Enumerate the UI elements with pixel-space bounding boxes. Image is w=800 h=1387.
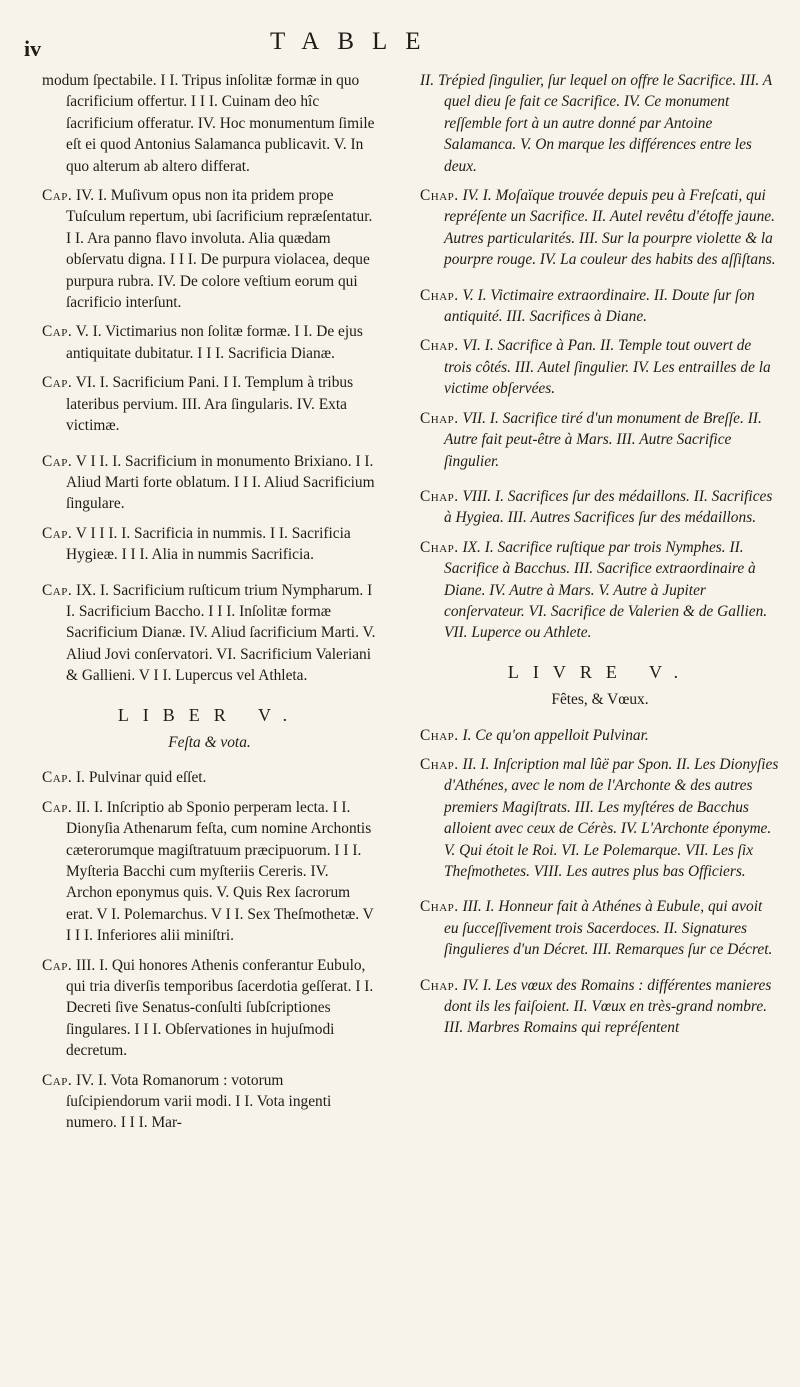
- chapter-label: Chap.: [420, 976, 459, 994]
- toc-entry: [420, 537, 780, 644]
- chapter-label: Cap.: [42, 374, 73, 392]
- entry-text: II. I. Inſcription mal lûë par Spon. II. Les Dionyſies d'Athénes, avec le nom de l'Archonte & des autres premiers Magiſtrats. III. Les myſtéres de Bacchus alloient avec ceux de Cérès. IV. L'Archonte éponyme. V. Qui étoit le Roi. VI. Le Polemarque. VII. Les ſix Theſmothetes. VIII. Les autres plus bas Officiers.: [444, 755, 779, 880]
- chapter-label: Cap.: [42, 1071, 73, 1089]
- toc-entry: [42, 580, 377, 687]
- french-book-subtitle: Fêtes, & Vœux.: [551, 691, 649, 709]
- toc-entry: [420, 754, 780, 882]
- chapter-label: Chap.: [420, 487, 459, 505]
- latin-column: [42, 70, 377, 1367]
- latin-entries-book-iv: [42, 70, 377, 687]
- entry-text: IV. I. Moſaïque trouvée depuis peu à Freſcati, qui repréſente un Sacrifice. II. Autel revêtu d'étoffe jaune. Autres particularités. III. Sur la pourpre violette & la pourpre rouge. IV. La couleur des habits des aſſiſtans.: [444, 187, 776, 269]
- latin-entries-book-v: [42, 767, 377, 1134]
- entry-text: modum ſpectabile. I I. Tripus inſolitæ formæ in quo ſacrificium offertur. I I I. Cuinam deo hîc ſacrificium offeratur. IV. Hoc monumentum ſimile eſt ei quod Antonius Salamanca publicavit. V. In quo alterum ab altero differat.: [42, 72, 375, 175]
- chapter-label: Chap.: [420, 755, 459, 773]
- entry-text: II. Trépied ſingulier, ſur lequel on offre le Sacrifice. III. A quel dieu ſe fait ce Sacrifice. IV. Ce monument reſſemble fort à un autre donné par Antoine Salamanca. V. On marque les différences entre les deux.: [420, 72, 772, 175]
- entry-text: V. I. Victimaire extraordinaire. II. Doute ſur ſon antiquité. III. Sacrifices à Diane.: [444, 286, 755, 326]
- french-entries-book-iv: [420, 70, 780, 644]
- toc-entry: [42, 451, 377, 515]
- toc-entry: [420, 185, 780, 271]
- entry-text: V I I. I. Sacrificium in monumento Brixiano. I I. Aliud Marti forte oblatum. I I I. Aliud Sacrificium ſingulare.: [66, 452, 375, 513]
- toc-entry: [420, 70, 780, 177]
- entry-text: III. I. Honneur fait à Athénes à Eubule, qui avoit eu ſucceſſivement trois Sacerdoces. II. Signatures ſingulieres d'un Décret. III. Remarques ſur ce Décret.: [444, 898, 773, 959]
- french-book-title: LIVRE V.: [507, 661, 693, 682]
- entry-text: I. Pulvinar quid eſſet.: [72, 769, 207, 787]
- chapter-label: Cap.: [42, 452, 73, 470]
- french-entries-book-v: [420, 725, 780, 1039]
- chapter-label: Chap.: [420, 726, 459, 744]
- entry-text: VI. I. Sacrificium Pani. I I. Templum à tribus lateribus pervium. III. Ara ſingularis. IV. Exta victimæ.: [66, 374, 354, 435]
- chapter-label: Chap.: [420, 187, 459, 205]
- entry-text: V. I. Victimarius non ſolitæ formæ. I I. De ejus antiquitate dubitatur. I I I. Sacrificia Dianæ.: [66, 323, 363, 362]
- chapter-label: Cap.: [42, 581, 73, 599]
- toc-entry: [420, 408, 780, 472]
- chapter-label: Cap.: [42, 187, 73, 205]
- toc-entry: [420, 975, 780, 1039]
- chapter-label: Chap.: [420, 286, 459, 304]
- chapter-label: Cap.: [42, 798, 73, 816]
- french-column: [420, 70, 780, 1367]
- chapter-label: Cap.: [42, 323, 73, 341]
- toc-entry: [42, 955, 377, 1062]
- entry-text: IV. I. Vota Romanorum : votorum ſuſcipiendorum varii modi. I I. Vota ingenti numero. I I I. Mar-: [66, 1071, 332, 1132]
- toc-entry: [42, 372, 377, 436]
- entry-text: IX. I. Sacrifice ruſtique par trois Nymphes. II. Sacrifice à Bacchus. III. Sacrifice extraordinaire à Diane. IV. Autre à Mars. V. Autre à Jupiter conſervateur. VI. Sacrifice de Valerien & de Gallien. VII. Luperce ou Athlete.: [444, 538, 768, 642]
- running-title: TABLE: [270, 28, 439, 55]
- page-number: iv: [24, 36, 42, 61]
- entry-text: V I I I. I. Sacrificia in nummis. I I. Sacrificia Hygieæ. I I I. Alia in nummis Sacrificia.: [66, 524, 351, 564]
- chapter-label: Cap.: [42, 524, 73, 542]
- chapter-label: Chap.: [420, 409, 459, 427]
- toc-entry: [42, 797, 377, 947]
- toc-entry: [420, 285, 780, 328]
- chapter-label: Cap.: [42, 769, 73, 787]
- latin-book-title: LIBER V.: [117, 704, 302, 725]
- chapter-label: Chap.: [420, 898, 459, 916]
- chapter-label: Chap.: [420, 538, 459, 556]
- entry-text: III. I. Qui honores Athenis conferantur Eubulo, qui tria diverſis temporibus ſacerdotia geſſerat. I I. Decreti ſive Senatus-conſulti ſubſcriptiones ſingulares. I I I. Obſervationes in hujuſmodi decretum.: [66, 956, 374, 1060]
- toc-entry: [42, 1070, 377, 1134]
- toc-entry: [42, 767, 377, 788]
- entry-text: IV. I. Les vœux des Romains : différentes manieres dont ils les faiſoient. II. Vœux en très-grand nombre. III. Marbres Romains qui repréſentent: [444, 976, 772, 1037]
- chapter-label: Cap.: [42, 956, 73, 974]
- toc-entry: [42, 185, 377, 313]
- page-header: [0, 20, 800, 60]
- toc-entry: [420, 725, 780, 746]
- entry-text: IV. I. Muſivum opus non ita pridem prope Tuſculum repertum, ubi ſacrificium repræſentatur. I I. Ara panno flavo involuta. Alia quædam obſervatu digna. I I I. De purpura violacea, deque purpura rubra. IV. De colore veſtium eorum qui ſacrificio interſunt.: [66, 187, 373, 312]
- entry-text: II. I. Inſcriptio ab Sponio perperam lecta. I I. Dionyſia Athenarum feſta, cum nomine Archontis cæterorumque magiſtratuum præcipuorum. I I I. Myſteria Bacchi cum myſteriis Cereris. IV. Archon eponymus quis. V. Quis Rex ſacrorum erat. V I. Polemarchus. V I I. Sex Theſmothetæ. V I I I. Inferiores alii miniſtri.: [66, 798, 374, 945]
- toc-entry: [42, 70, 377, 177]
- chapter-label: Chap.: [420, 337, 459, 355]
- latin-book-subtitle: Feſta & vota.: [168, 733, 251, 751]
- entry-text: IX. I. Sacrificium ruſticum trium Nympharum. I I. Sacrificium Baccho. I I I. Inſolitæ formæ Sacrificium Dianæ. IV. Aliud ſacrificium Marti. V. Aliud Jovi conſervatori. VI. Sacrificium Valeriani & Gallieni. V I I. Lupercus vel Athleta.: [66, 581, 376, 685]
- entry-text: I. Ce qu'on appelloit Pulvinar.: [458, 726, 649, 744]
- toc-entry: [420, 896, 780, 960]
- toc-entry: [420, 335, 780, 399]
- toc-entry: [42, 321, 377, 364]
- entry-text: VIII. I. Sacrifices ſur des médaillons. II. Sacrifices à Hygiea. III. Autres Sacrifices ſur des médaillons.: [444, 487, 773, 527]
- toc-entry: [420, 486, 780, 529]
- entry-text: VI. I. Sacrifice à Pan. II. Temple tout ouvert de trois côtés. III. Autel ſingulier. IV. Les entrailles de la victime obſervées.: [444, 337, 771, 398]
- entry-text: VII. I. Sacrifice tiré d'un monument de Breſſe. II. Autre fait peut-être à Mars. III. Autre Sacrifice ſingulier.: [444, 409, 762, 470]
- toc-entry: [42, 523, 377, 566]
